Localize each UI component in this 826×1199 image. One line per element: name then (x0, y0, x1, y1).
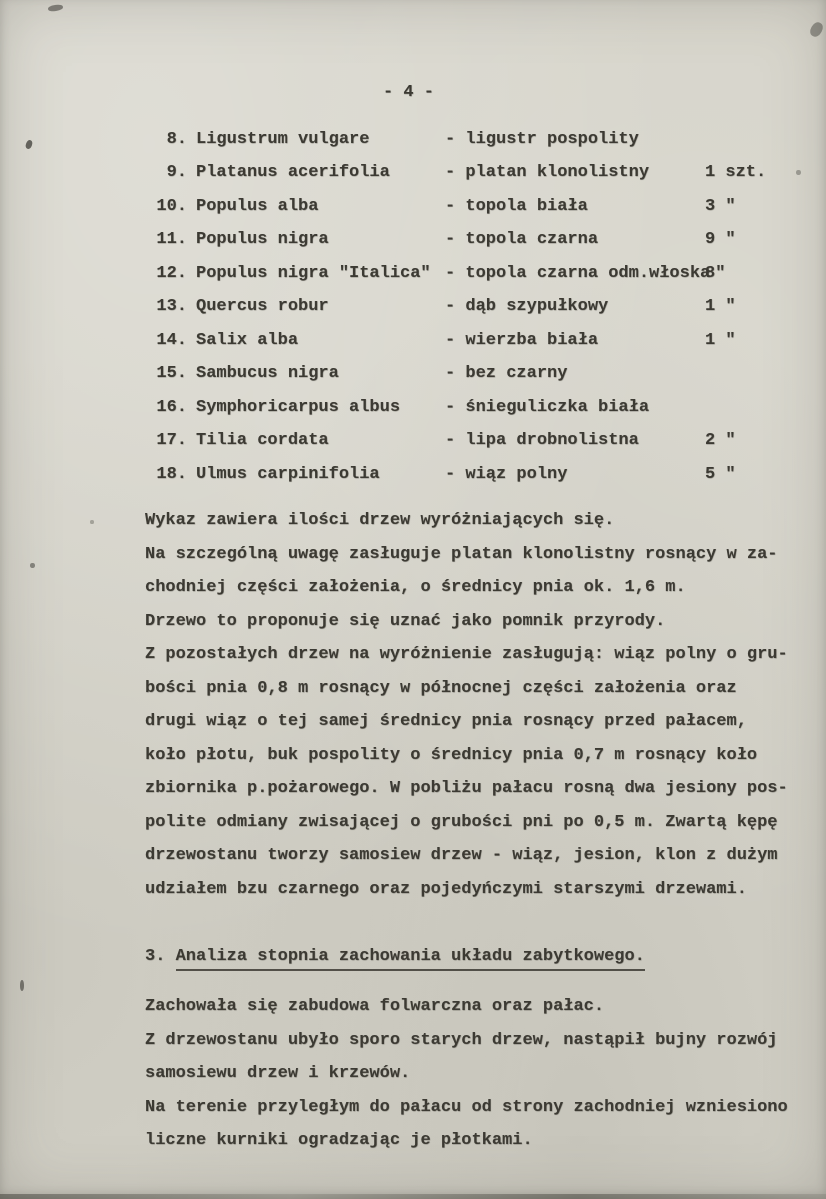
text-line: chodniej części założenia, o średnicy pnia ok. 1,6 m. (145, 578, 686, 597)
tree-list-row (145, 190, 805, 224)
text-line: Drzewo to proponuje się uznać jako pomnik przyrody. (145, 611, 666, 631)
tree-number: 18. (156, 464, 187, 484)
tree-polish-name: - wiąz polny (445, 464, 568, 484)
text-line: zbiornika p.pożarowego. W pobliżu pałacu rosną dwa jesiony pos- (145, 779, 788, 798)
document-page (145, 76, 805, 1158)
tree-quantity: 1 " (705, 297, 736, 316)
text-line: udziałem bzu czarnego oraz pojedyńczymi starszymi drzewami. (145, 879, 747, 899)
tree-latin-name: Ligustrum vulgare (196, 129, 370, 149)
text-line: koło płotu, buk pospolity o średnicy pnia 0,7 m rosnący koło (145, 745, 758, 765)
text-line: polite odmiany zwisającej o grubości pni po 0,5 m. Zwartą kępę (145, 812, 778, 832)
tree-list-row (145, 391, 805, 425)
section-heading (145, 940, 805, 974)
text-line: drugi wiąz o tej samej średnicy pnia rosnący przed pałacem, (145, 712, 747, 731)
tree-quantity (705, 123, 805, 157)
tree-list-row (145, 424, 805, 458)
tree-number: 8. (166, 129, 187, 149)
tree-quantity: 8" (705, 263, 726, 283)
tree-polish-name: - bez czarny (445, 364, 568, 383)
text-line: Na terenie przyległym do pałacu od strony zachodniej wzniesiono (145, 1097, 788, 1117)
tree-polish-name: - topola biała (445, 196, 588, 216)
section-number: 3. (145, 947, 176, 966)
tree-number: 13. (156, 297, 187, 316)
tree-polish-name: - dąb szypułkowy (445, 297, 609, 316)
text-line: Wykaz zawiera ilości drzew wyróżniających się. (145, 511, 615, 530)
tree-polish-name: - wierzba biała (445, 330, 599, 350)
tree-quantity (705, 357, 805, 391)
scan-edge-shadow (0, 1194, 826, 1199)
tree-polish-name: - topola czarna odm.włoska (445, 263, 711, 283)
scan-artifact (796, 170, 801, 175)
text-line: liczne kurniki ogradzając je płotkami. (145, 1131, 533, 1150)
tree-quantity: 9 " (705, 230, 736, 249)
tree-quantity: 3 " (705, 196, 736, 216)
tree-list-row (145, 123, 805, 157)
tree-latin-name: Ulmus carpinifolia (196, 464, 380, 484)
section-title: Analiza stopnia zachowania układu zabytkowego. (176, 947, 645, 971)
scan-artifact (90, 520, 94, 524)
tree-latin-name: Symphoricarpus albus (196, 397, 401, 417)
tree-inventory-list (145, 123, 805, 492)
tree-latin-name: Salix alba (196, 330, 299, 350)
tree-latin-name: Populus nigra (196, 230, 329, 249)
tree-number: 10. (156, 196, 187, 216)
page-number: - 4 - (383, 83, 435, 102)
text-line: Z drzewostanu ubyło sporo starych drzew, nastąpił bujny rozwój (145, 1030, 778, 1050)
tree-quantity: 5 " (705, 464, 736, 484)
text-line: bości pnia 0,8 m rosnący w północnej części założenia oraz (145, 678, 737, 698)
text-line: drzewostanu tworzy samosiew drzew - wiąz, jesion, klon z dużym (145, 846, 778, 865)
tree-list-row (145, 257, 805, 291)
tree-list-row (145, 290, 805, 324)
tree-number: 14. (156, 330, 187, 350)
tree-number: 17. (156, 431, 187, 450)
text-line: Na szczególną uwagę zasługuje platan klonolistny rosnący w za- (145, 544, 778, 564)
tree-quantity (705, 391, 805, 425)
tree-number: 11. (156, 230, 187, 249)
tree-quantity: 1 " (705, 330, 736, 350)
tree-latin-name: Populus alba (196, 196, 319, 216)
tree-number: 16. (156, 397, 187, 417)
paragraph-tree-notes (145, 504, 805, 906)
tree-list-row (145, 324, 805, 358)
tree-latin-name: Sambucus nigra (196, 364, 339, 383)
scan-artifact (25, 139, 34, 150)
tree-number: 9. (166, 163, 187, 182)
text-line: Z pozostałych drzew na wyróżnienie zasługują: wiąz polny o gru- (145, 645, 788, 664)
tree-polish-name: - ligustr pospolity (445, 129, 639, 149)
scan-artifact (48, 4, 64, 12)
text-line: samosiewu drzew i krzewów. (145, 1064, 411, 1083)
tree-list-row (145, 223, 805, 257)
tree-polish-name: - platan klonolistny (445, 163, 650, 182)
tree-quantity: 2 " (705, 431, 736, 450)
scan-artifact (808, 20, 825, 38)
tree-list-row (145, 357, 805, 391)
tree-latin-name: Quercus robur (196, 297, 329, 316)
tree-number: 15. (156, 364, 187, 383)
tree-latin-name: Platanus acerifolia (196, 163, 390, 182)
tree-quantity: 1 szt. (705, 163, 767, 182)
tree-list-row (145, 156, 805, 190)
tree-list-row (145, 458, 805, 492)
paragraph-analysis (145, 990, 805, 1158)
tree-polish-name: - lipa drobnolistna (445, 431, 639, 450)
tree-latin-name: Tilia cordata (196, 431, 329, 450)
tree-polish-name: - śnieguliczka biała (445, 397, 650, 417)
tree-polish-name: - topola czarna (445, 230, 599, 249)
tree-latin-name: Populus nigra "Italica" (196, 263, 431, 283)
tree-number: 12. (156, 263, 187, 283)
scan-artifact (30, 563, 35, 568)
scan-artifact (20, 980, 24, 991)
text-line: Zachowała się zabudowa folwarczna oraz pałac. (145, 997, 605, 1016)
